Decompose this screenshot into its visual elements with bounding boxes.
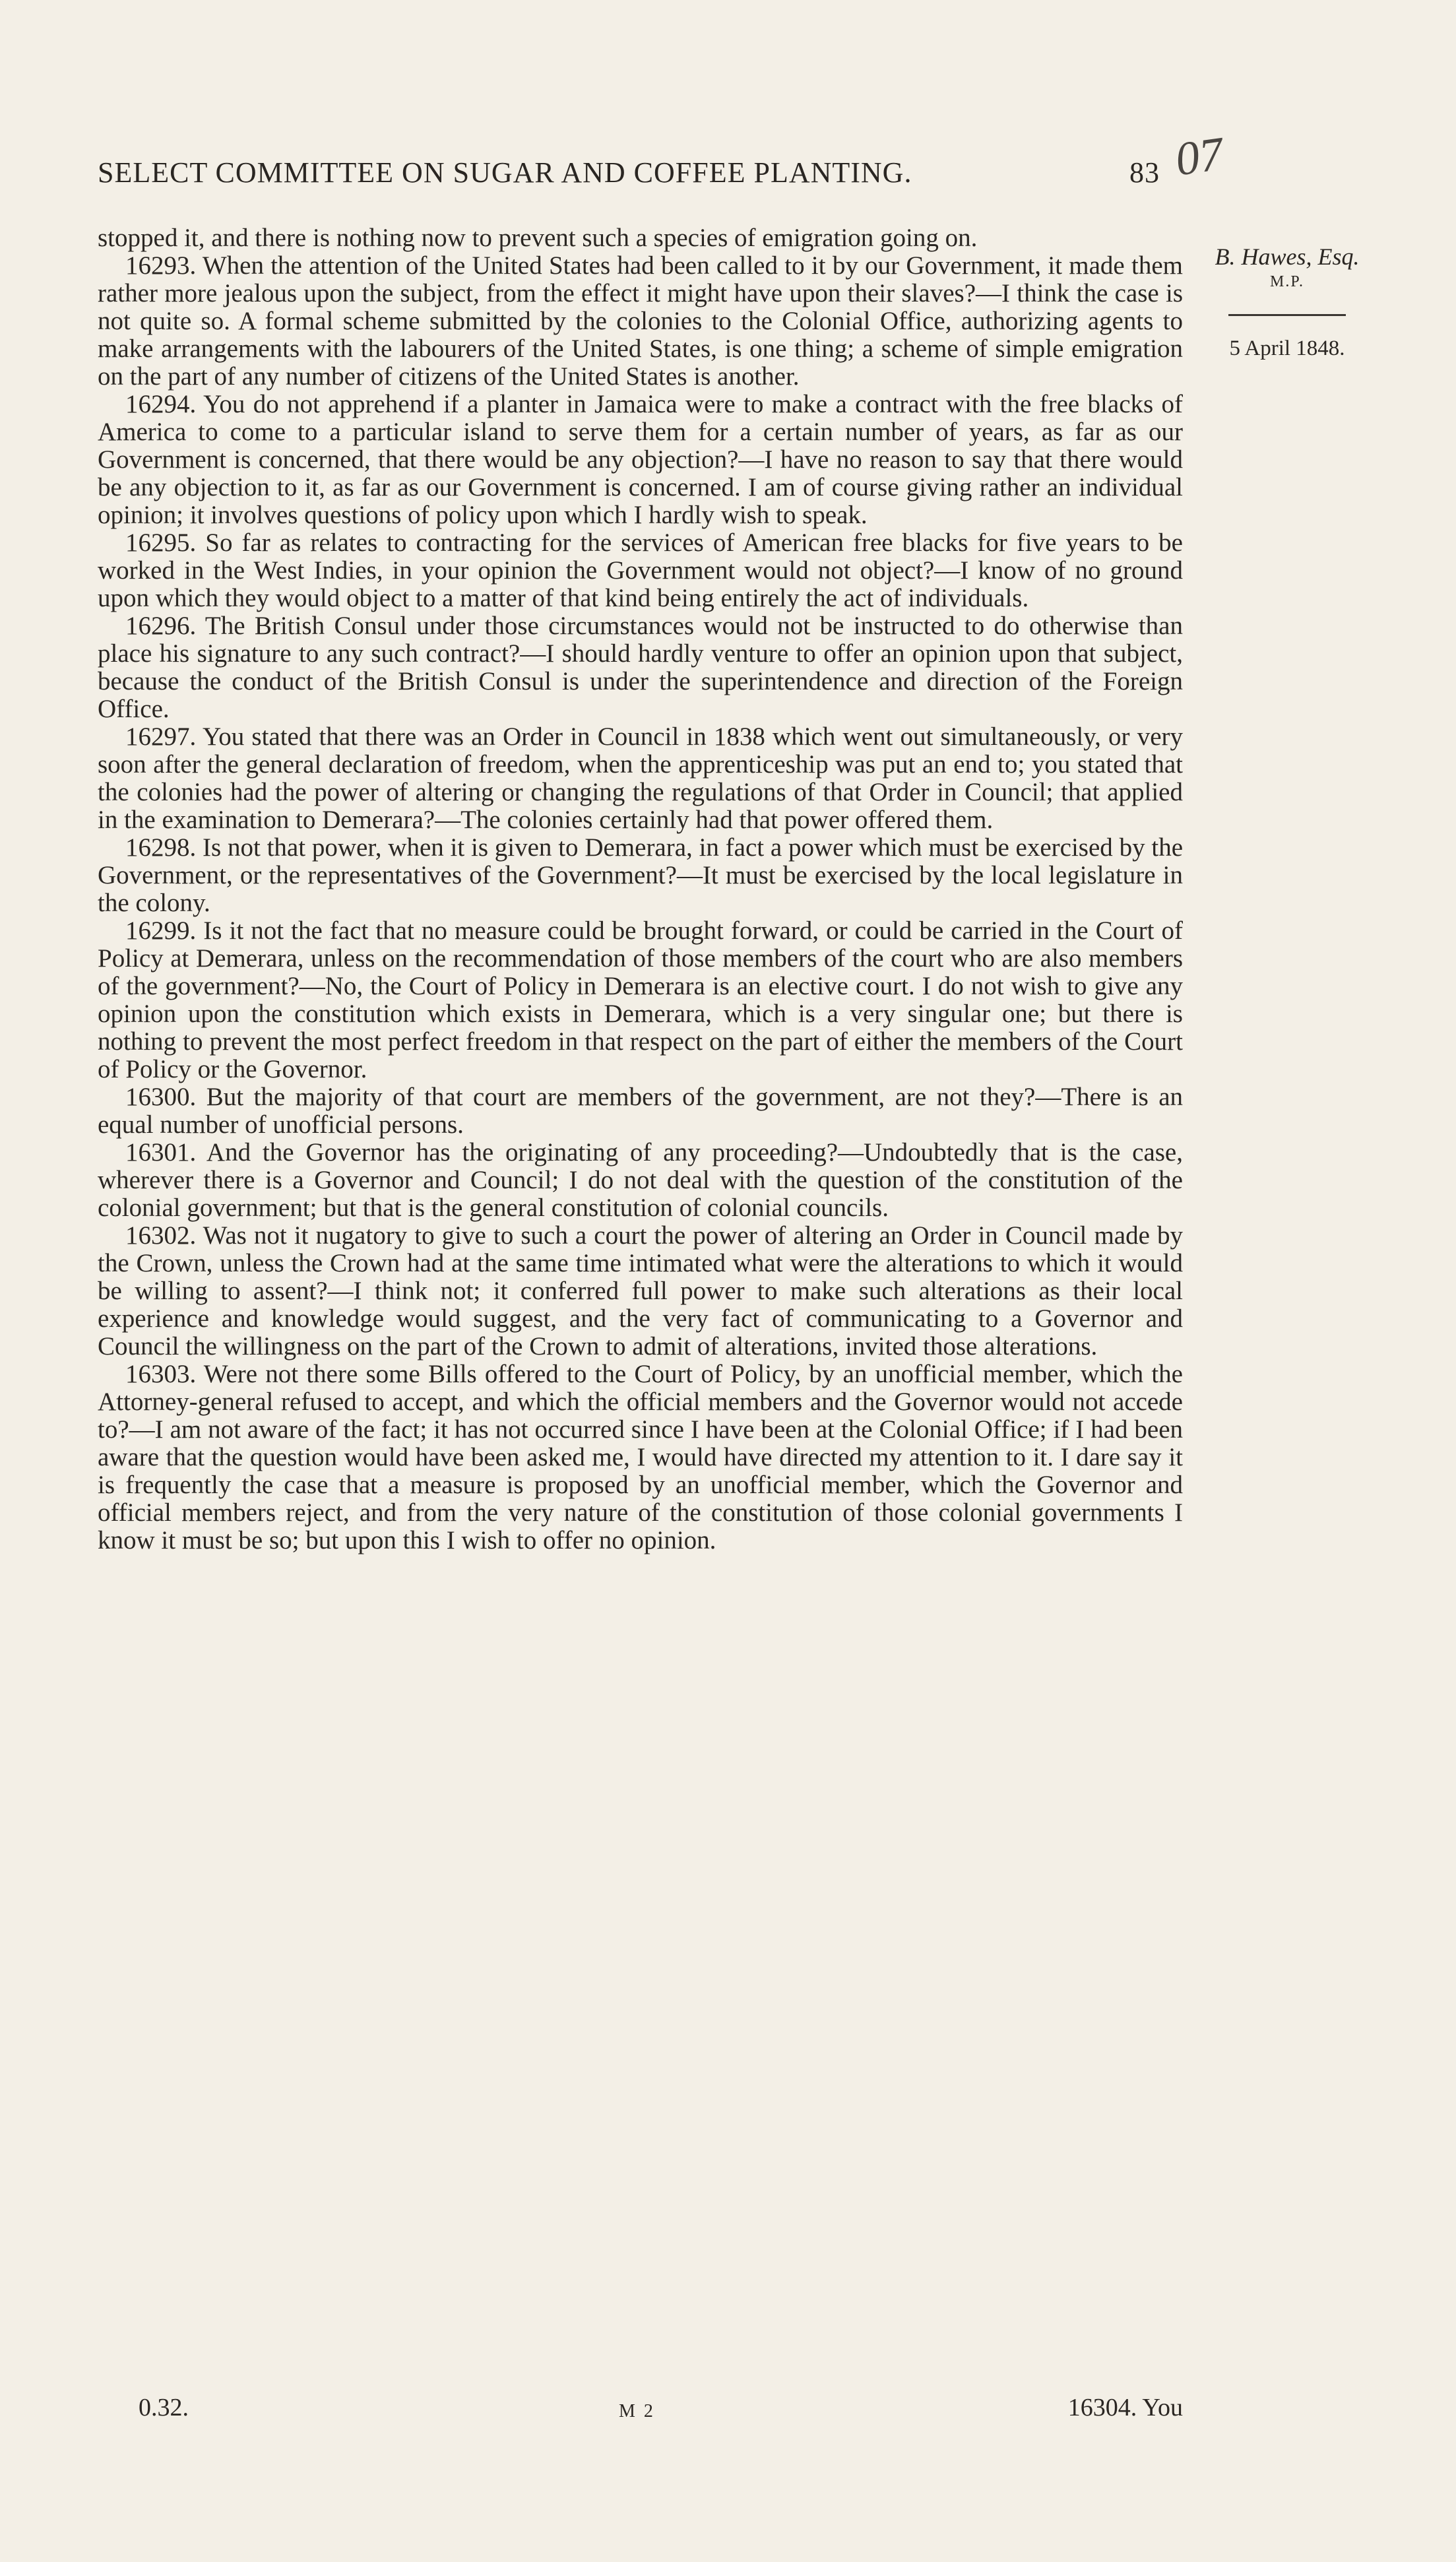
question-16303: 16303. Were not there some Bills offered to the Court of Policy, by an unofficial member, which the Attorney-general refused to accept, and which the official members and the Governor would not accede to?—I am not aware of the fact; it has not occurred since I have been at the Colonial Office; if I had been aware that the question would have been asked me, I would have directed my attention to it. I dare say it is frequently the case that a measure is proposed by an unofficial member, which the Governor and official members reject, and from the very nature of the constitution of those colonial governments I know it must be so; but upon this I wish to offer no opinion. [98, 1360, 1183, 1554]
handwritten-folio-note: 07 [1172, 127, 1227, 186]
margin-note [1191, 241, 1383, 364]
question-16302: 16302. Was not it nugatory to give to such a court the power of altering an Order in Council made by the Crown, unless the Crown had at the same time intimated what were the alterations to which it would be willing to assent?—I think not; it conferred full power to make such alterations as their local experience and knowledge would suggest, and the very fact of communicating to a Governor and Council the willingness on the part of the Crown to admit of alterations, invited those alterations. [98, 1221, 1183, 1361]
question-16297: 16297. You stated that there was an Order in Council in 1838 which went out simultaneously, or very soon after the general declaration of freedom, when the apprenticeship was put an end to; you stated that the colonies had the power of altering or changing the regulations of that Order in Council; that applied in the examination to Demerara?—The colonies certainly had that power offered them. [98, 722, 1183, 834]
sessional-number: 0.32. [139, 2394, 189, 2421]
paragraph-continuation: stopped it, and there is nothing now to prevent such a species of emigration going on. [98, 224, 978, 252]
witness-title: M.P. [1269, 273, 1305, 290]
question-16296: 16296. The British Consul under those circumstances would not be instructed to do otherwise than place his signature to any such contract?—I should hardly venture to offer an opinion upon that subject, because the conduct of the British Consul is under the superintendence and direction of the Foreign Office. [98, 612, 1183, 723]
question-16294: 16294. You do not apprehend if a planter in Jamaica were to make a contract with the free blacks of America to come to a particular island to serve them for a certain number of years, as far as our Government is concerned, that there would be any objection?—I have no reason to say that there would be any objection to it, as far as our Government is concerned. I am of course giving rather an individual opinion; it involves questions of policy upon which I hardly wish to speak. [98, 390, 1183, 529]
question-16300: 16300. But the majority of that court are members of the government, are not they?—There is an equal number of unofficial persons. [98, 1083, 1183, 1139]
evidence-body [98, 224, 1183, 1554]
page-number: 83 [1129, 156, 1160, 189]
witness-name: B. Hawes, Esq. [1215, 243, 1360, 270]
question-16299: 16299. Is it not the fact that no measure could be brought forward, or could be carried in the Court of Policy at Demerara, unless on the recommendation of those members of the court who are also members of the government?—No, the Court of Policy in Demerara is an elective court. I do not wish to give any opinion upon the constitution which exists in Demerara, which is a very singular one; but there is nothing to prevent the most perfect freedom in that respect on the part of either the members of the Court of Policy or the Governor. [98, 916, 1183, 1083]
margin-rule [1228, 314, 1346, 316]
question-16293: 16293. When the attention of the United States had been called to it by our Government, it made them rather more jealous upon the subject, from the effect it might have upon their slaves?—I think the case is not quite so. A formal scheme submitted by the colonies to the Colonial Office, authorizing agents to make arrangements with the labourers of the United States, is one thing; a scheme of simple emigration on the part of any number of citizens of the United States is another. [98, 251, 1183, 391]
page-header [98, 153, 1160, 193]
question-16301: 16301. And the Governor has the originating of any proceeding?—Undoubtedly that is the case, wherever there is a Governor and Council; I do not deal with the question of the constitution of the colonial government; but that is the general constitution of colonial councils. [98, 1138, 1183, 1222]
signature-mark: M 2 [619, 2401, 655, 2421]
catchword: 16304. You [1067, 2394, 1183, 2421]
question-16298: 16298. Is not that power, when it is given to Demerara, in fact a power which must be exercised by the Government, or the representatives of the Government?—It must be exercised by the local legislature in the colony. [98, 833, 1183, 917]
running-title: SELECT COMMITTEE ON SUGAR AND COFFEE PLANTING. [98, 156, 912, 189]
evidence-date: 5 April 1848. [1229, 336, 1345, 360]
question-16295: 16295. So far as relates to contracting for the services of American free blacks for five years to be worked in the West Indies, in your opinion the Government would not object?—I know of no ground upon which they would object to a matter of that kind being entirely the act of individuals. [98, 528, 1183, 612]
